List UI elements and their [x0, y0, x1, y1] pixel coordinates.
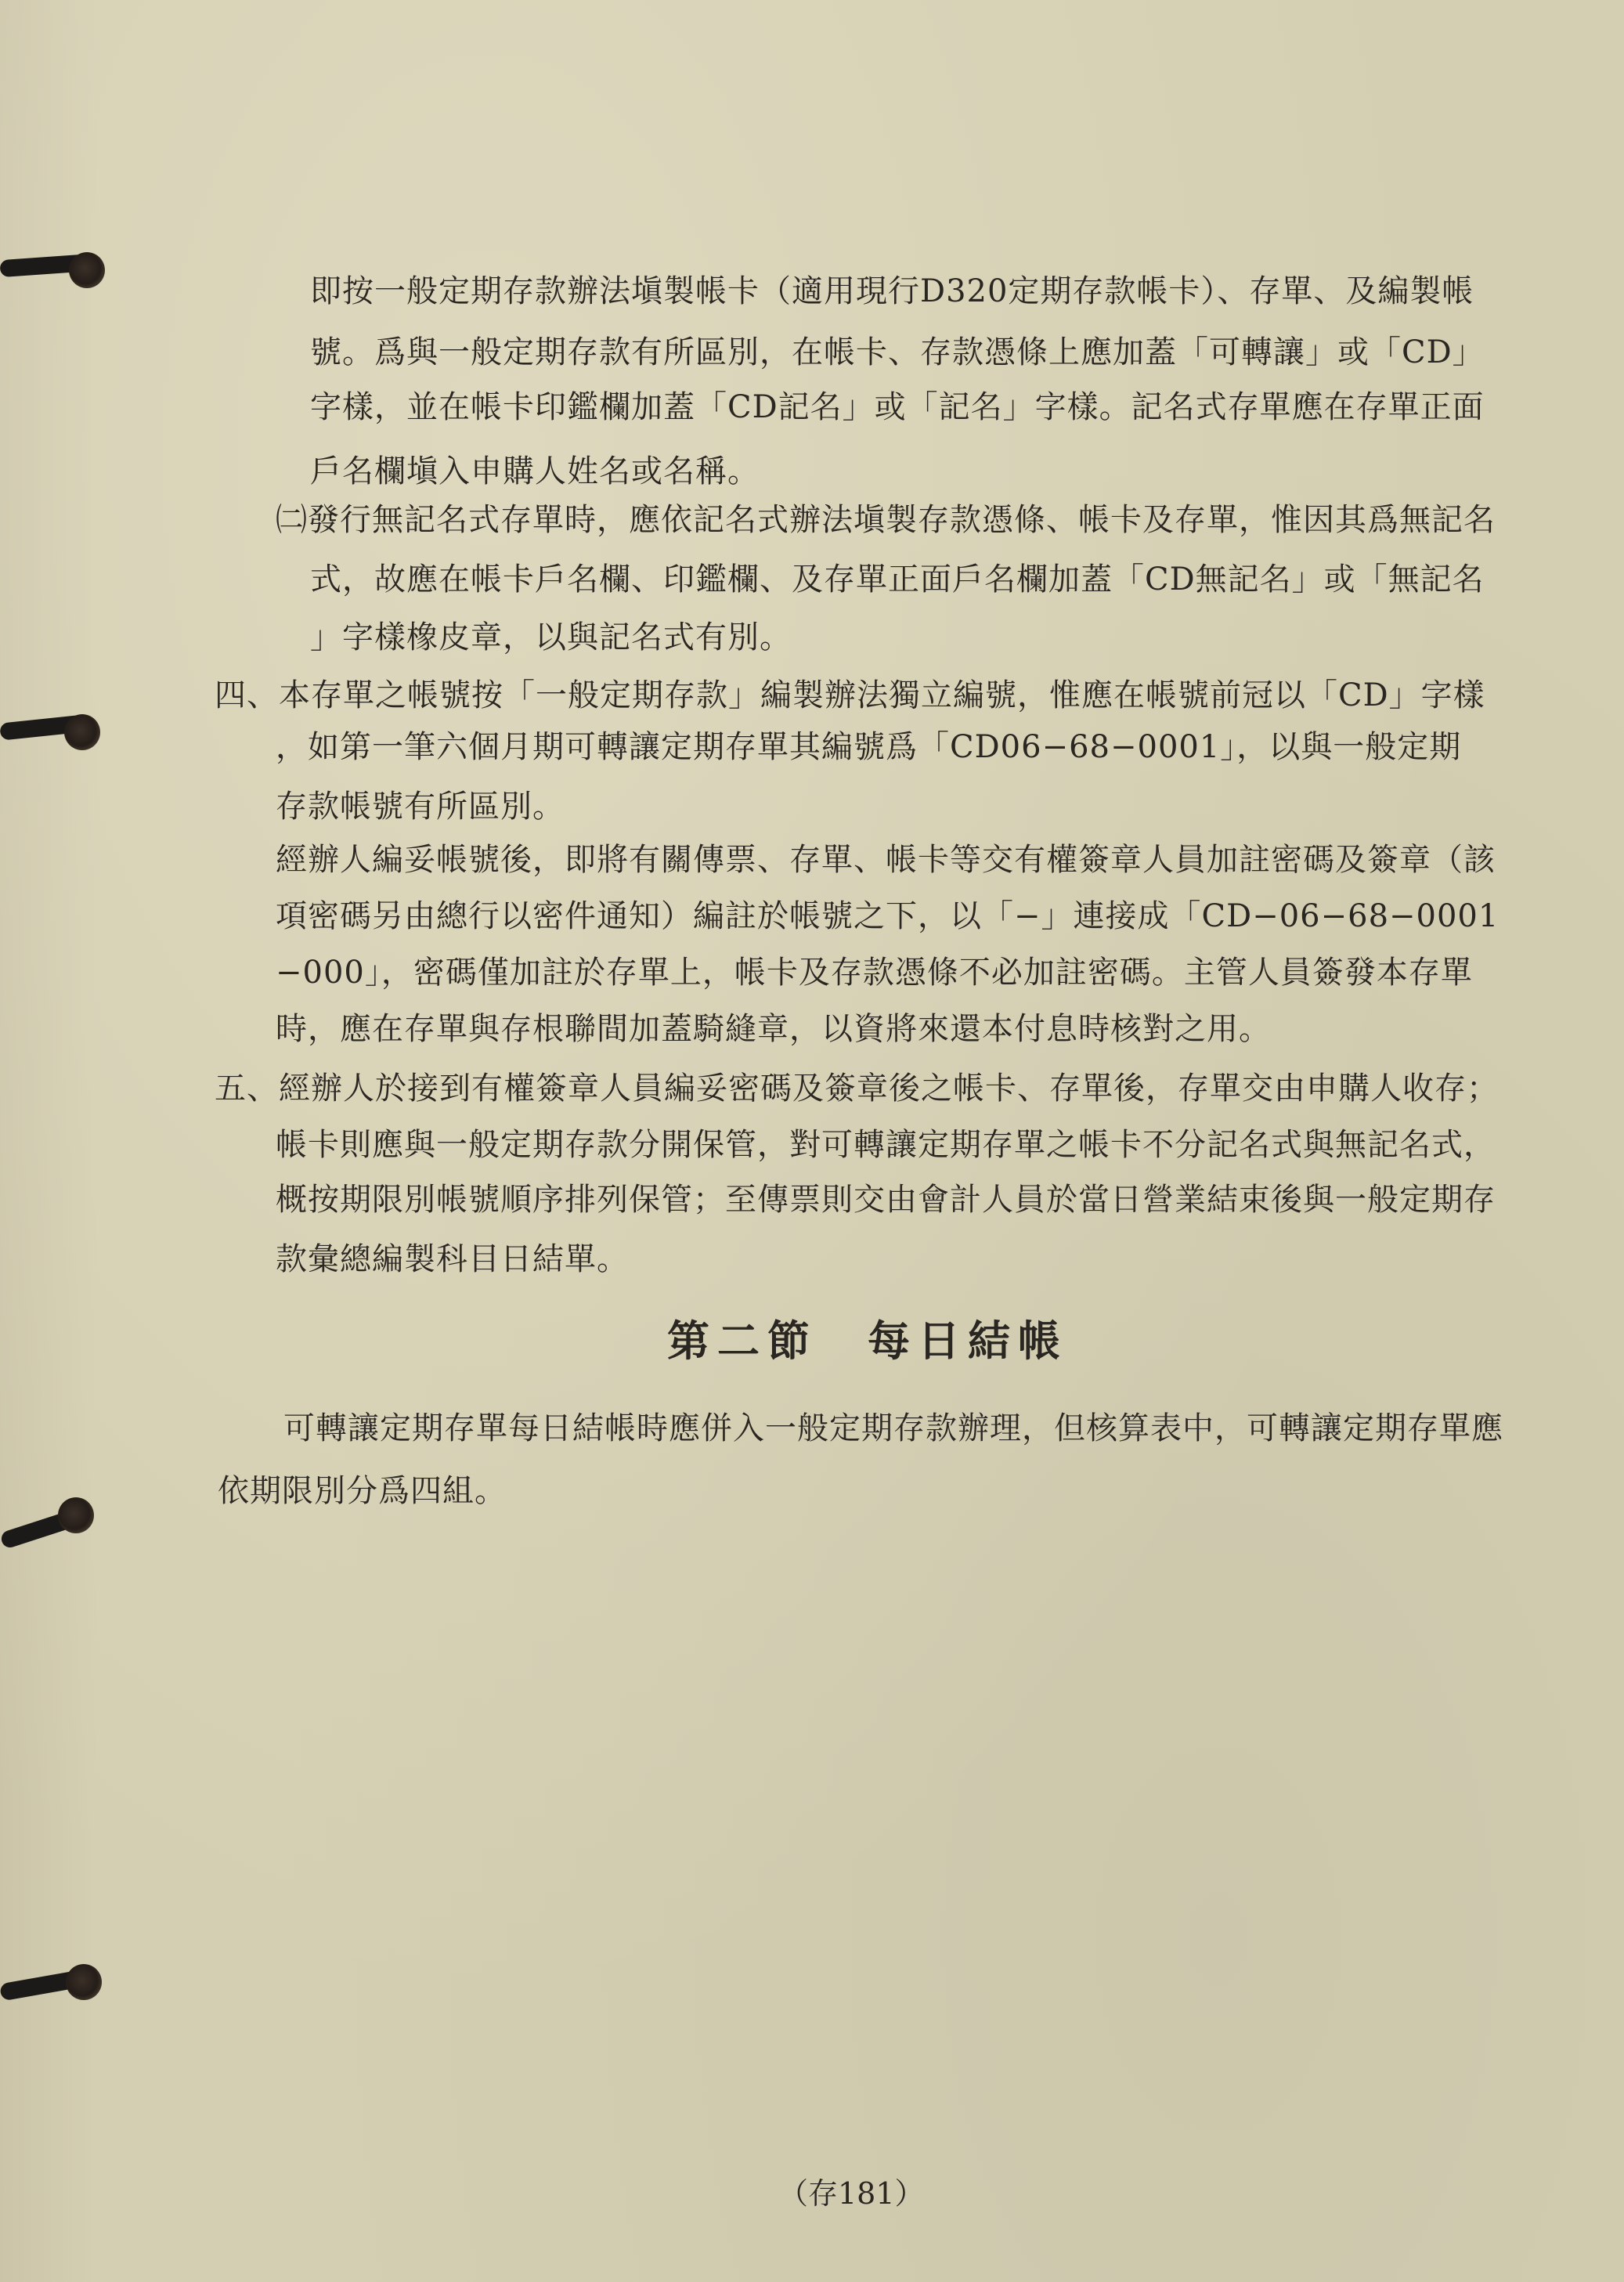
binding-hole [58, 1497, 94, 1533]
text-line: 依期限別分爲四組。 [218, 1473, 507, 1509]
text-line: 概按期限別帳號順序排列保管；至傳票則交由會計人員於當日營業結束後與一般定期存 [276, 1182, 1496, 1218]
binding-hole [64, 714, 100, 750]
binding-hole [69, 252, 105, 288]
text-line: 時，應在存單與存根聯間加蓋騎縫章，以資將來還本付息時核對之用。 [276, 1011, 1271, 1047]
text-line: 四、本存單之帳號按「一般定期存款」編製辦法獨立編號，惟應在帳號前冠以「CD」字樣 [215, 677, 1485, 713]
text-line: 戶名欄塡入申購人姓名或名稱。 [310, 453, 760, 489]
section-heading: 第二節 每日結帳 [667, 1316, 1068, 1366]
text-line: 可轉讓定期存單每日結帳時應併入一般定期存款辦理，但核算表中，可轉讓定期存單應 [283, 1410, 1503, 1446]
text-line: 式，故應在帳卡戶名欄、印鑑欄、及存單正面戶名欄加蓋「CD無記名」或「無記名 [310, 561, 1485, 598]
text-line: 號。爲與一般定期存款有所區別，在帳卡、存款憑條上應加蓋「可轉讓」或「CD」 [310, 334, 1485, 370]
text-line: 存款帳號有所區別。 [276, 789, 565, 825]
page-number: （存181） [778, 2176, 925, 2211]
text-line: −000」，密碼僅加註於存單上，帳卡及存款憑條不必加註密碼。主管人員簽發本存單 [276, 955, 1473, 991]
text-line: 款彙總編製科目日結單。 [276, 1241, 629, 1277]
text-line: 」字樣橡皮章，以與記名式有別。 [310, 619, 792, 655]
binding-hole [66, 1964, 102, 2000]
text-line: 項密碼另由總行以密件通知）編註於帳號之下，以「−」連接成「CD−06−68−0001 [276, 898, 1499, 934]
text-line: 字樣，並在帳卡印鑑欄加蓋「CD記名」或「記名」字樣。記名式存單應在存單正面 [310, 389, 1485, 425]
text-line: 即按一般定期存款辦法塡製帳卡（適用現行D320定期存款帳卡）、存單、及編製帳 [310, 273, 1474, 309]
text-line: ㈡發行無記名式存單時，應依記名式辦法塡製存款憑條、帳卡及存單，惟因其爲無記名 [276, 502, 1496, 538]
text-line: 五、經辦人於接到有權簽章人員編妥密碼及簽章後之帳卡、存單後，存單交由申購人收存； [215, 1071, 1499, 1107]
text-line: ，如第一筆六個月期可轉讓定期存單其編號爲「CD06−68−0001」，以與一般定期 [276, 729, 1462, 765]
text-line: 帳卡則應與一般定期存款分開保管，對可轉讓定期存單之帳卡不分記名式與無記名式， [276, 1127, 1496, 1163]
text-line: 經辦人編妥帳號後，即將有關傳票、存單、帳卡等交有權簽章人員加註密碼及簽章（該 [276, 842, 1496, 878]
